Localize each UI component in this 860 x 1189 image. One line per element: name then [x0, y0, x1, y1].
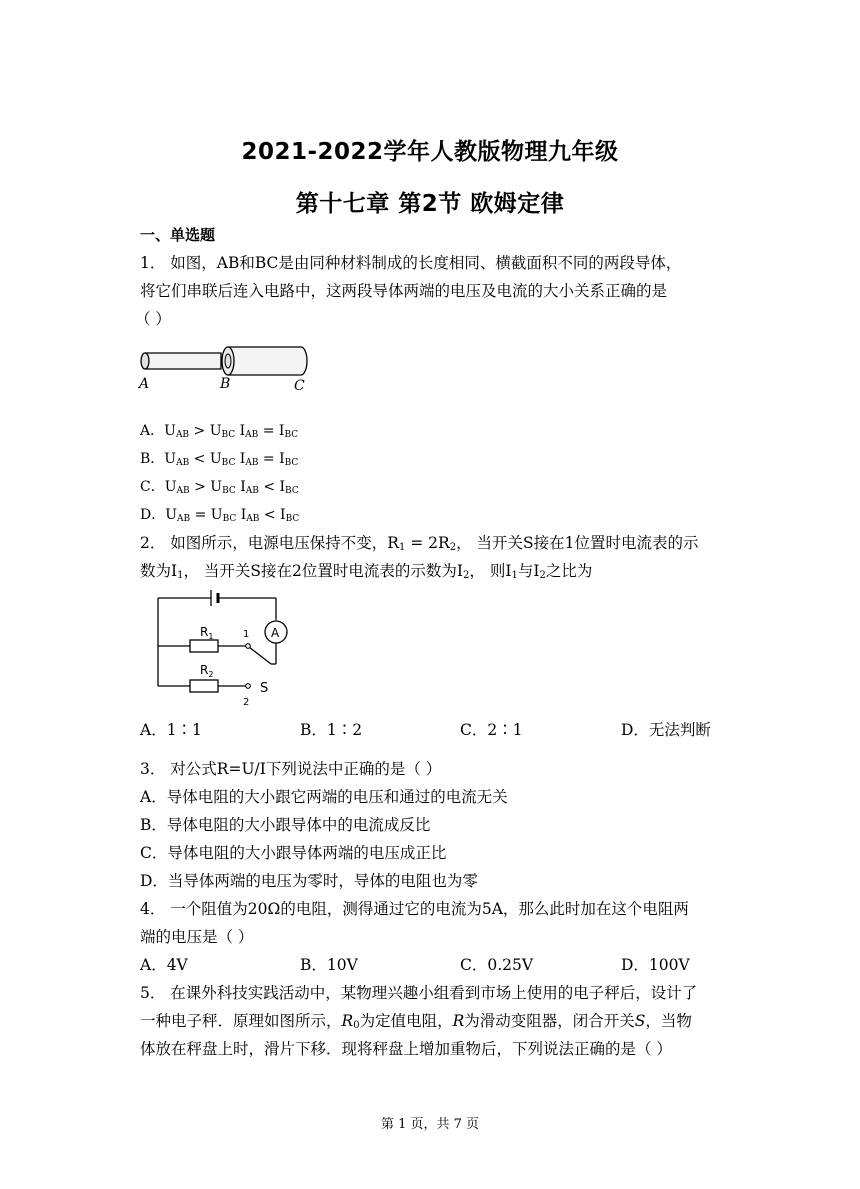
q4-option-b[interactable]: B．10V — [300, 956, 358, 974]
fig-label-a: A — [139, 376, 150, 392]
q1-answer-paren: （ ） — [135, 310, 171, 328]
page-footer: 第 1 页，共 7 页 — [380, 1117, 480, 1132]
q1-option-d[interactable]: D．$U_{AB} = U_{BC}$ $I_{AB} < I_{BC}$ — [140, 507, 300, 524]
q1-option-a[interactable]: A．$U_{AB} > U_{BC}$ $I_{AB} = I_{BC}$ — [140, 423, 299, 440]
q2-option-c[interactable]: C．2∶1 — [460, 721, 523, 739]
q2-circuit-diagram — [148, 584, 303, 712]
q2-option-b[interactable]: B．1∶2 — [300, 721, 363, 739]
fig-label-c: C — [294, 378, 305, 394]
q5-stem-line3: 体放在秤盘上时，滑片下移．现将秤盘上增加重物后，下列说法正确的是（ ） — [140, 1040, 672, 1058]
page-subtitle: 第十七章 第2节 欧姆定律 — [295, 191, 565, 217]
q2-stem-line1: 2． 如图所示，电源电压保持不变，$R_1 = 2R_2$， 当开关S接在1位置时电流表的示 — [140, 534, 699, 553]
q3-stem: 3． 对公式R=U/I下列说法中正确的是（ ） — [140, 760, 442, 778]
q4-option-d[interactable]: D．100V — [621, 956, 690, 974]
q3-option-a[interactable]: A．导体电阻的大小跟它两端的电压和通过的电流无关 — [140, 788, 508, 806]
q5-stem-line1: 5． 在课外科技实践活动中，某物理兴趣小组看到市场上使用的电子秤后，设计了 — [140, 984, 698, 1002]
q5-stem-line2: 一种电子秤．原理如图所示，$R_0$为定值电阻，R为滑动变阻器，闭合开关S，当物 — [140, 1012, 692, 1031]
q4-option-c[interactable]: C．0.25V — [460, 956, 534, 974]
fig-label-b: B — [220, 376, 231, 392]
page-title: 2021-2022学年人教版物理九年级 — [241, 139, 619, 165]
section-heading: 一、单选题 — [140, 226, 216, 244]
label-switch: S — [260, 681, 269, 696]
q3-option-d[interactable]: D．当导体两端的电压为零时，导体的电阻也为零 — [140, 872, 478, 890]
q4-stem-line2: 端的电压是（ ） — [140, 928, 254, 946]
label-position-1: 1 — [243, 629, 250, 640]
label-r1: $R_1$ — [200, 625, 214, 641]
q3-option-c[interactable]: C．导体电阻的大小跟导体两端的电压成正比 — [140, 844, 447, 862]
q4-option-a[interactable]: A．4V — [140, 956, 188, 974]
q1-stem-line2: 将它们串联后连入电路中，这两段导体两端的电压及电流的大小关系正确的是 — [140, 282, 668, 300]
q1-option-c[interactable]: C．$U_{AB} > U_{BC}$ $I_{AB} < I_{BC}$ — [140, 479, 299, 496]
q1-stem-line1: 1． 如图，AB和BC是由同种材料制成的长度相同、横截面积不同的两段导体， — [140, 254, 682, 272]
label-ammeter: A — [271, 626, 280, 640]
label-r2: $R_2$ — [200, 663, 214, 679]
q1-option-b[interactable]: B．$U_{AB} < U_{BC}$ $I_{AB} = I_{BC}$ — [140, 451, 299, 468]
q4-stem-line1: 4． 一个阻值为20Ω的电阻，测得通过它的电流为5A，那么此时加在这个电阻两 — [140, 900, 689, 918]
q1-conductor-figure — [136, 343, 316, 395]
q2-stem-line2: 数为$I_1$， 当开关S接在2位置时电流表的示数为$I_2$， 则$I_1$与$I_2$之比为 — [140, 562, 593, 581]
q2-option-a[interactable]: A．1∶1 — [140, 721, 202, 739]
label-position-2: 2 — [243, 697, 250, 708]
q3-option-b[interactable]: B．导体电阻的大小跟导体中的电流成反比 — [140, 816, 431, 834]
q2-option-d[interactable]: D．无法判断 — [621, 721, 711, 739]
